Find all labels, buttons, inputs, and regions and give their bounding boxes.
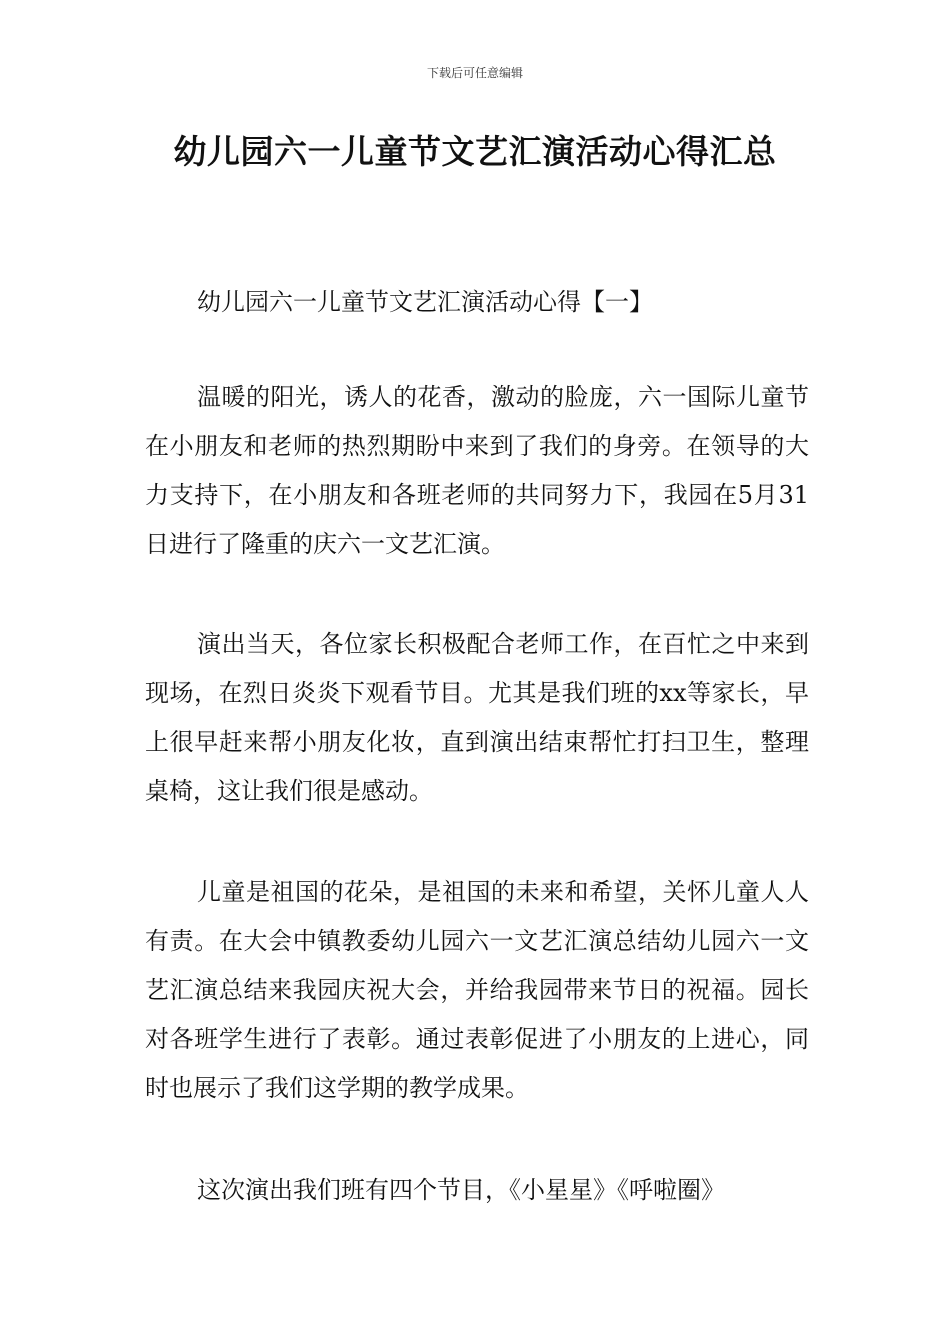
header-note: 下载后可任意编辑 <box>426 66 523 80</box>
paragraph: 演出当天，各位家长积极配合老师工作，在百忙之中来到现场，在烈日炎炎下观看节目。尤其是我们班的xx等家长，早上很早赶来帮小朋友化妆，直到演出结束帮忙打扫卫生，整理桌椅，这让我们很是感动。 <box>145 630 809 805</box>
document-title: 幼儿园六一儿童节文艺汇演活动心得汇总 <box>173 132 777 171</box>
section-heading: 幼儿园六一儿童节文艺汇演活动心得【一】 <box>197 288 653 316</box>
paragraph: 这次演出我们班有四个节目，《小星星》《呼啦圈》 <box>197 1176 725 1204</box>
paragraph: 儿童是祖国的花朵，是祖国的未来和希望，关怀儿童人人有责。在大会中镇教委幼儿园六一文艺汇演总结幼儿园六一文艺汇演总结来我园庆祝大会，并给我园带来节日的祝福。园长对各班学生进行了表彰。通过表彰促进了小朋友的上进心，同时也展示了我们这学期的教学成果。 <box>145 878 809 1102</box>
paragraph: 温暖的阳光，诱人的花香，激动的脸庞，六一国际儿童节在小朋友和老师的热烈期盼中来到了我们的身旁。在领导的大力支持下，在小朋友和各班老师的共同努力下，我园在5月31日进行了隆重的庆六一文艺汇演。 <box>145 383 809 558</box>
